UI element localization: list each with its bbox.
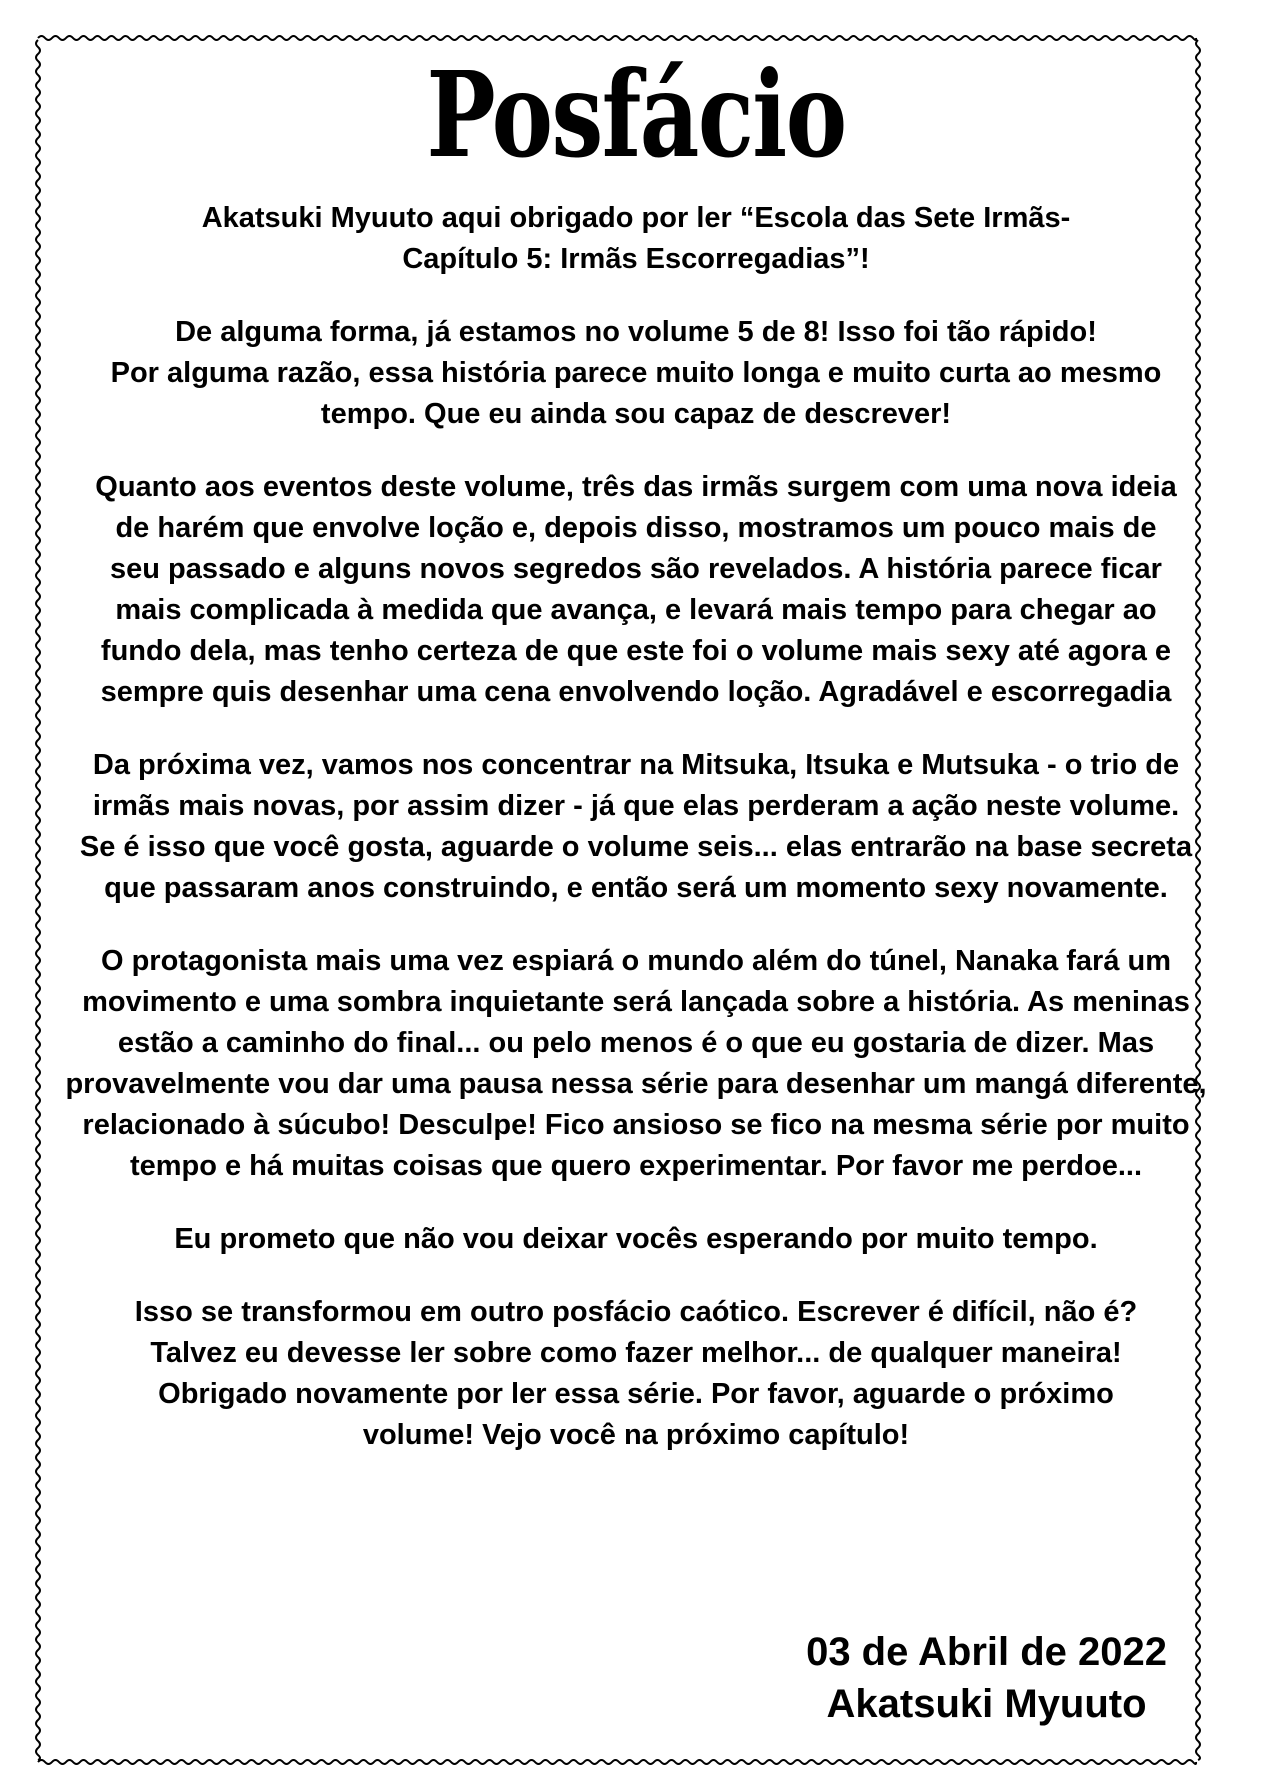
signature-author: Akatsuki Myuuto <box>826 1682 1147 1726</box>
border-bottom <box>38 1760 1196 1764</box>
paragraph-volume-progress: De alguma forma, já estamos no volume 5 de 8! Isso foi tão rápido! Por alguma razão, essa história parece muito longa e muito curta ao mesmo tempo. Que eu ainda sou capaz de descrever! <box>110 316 1162 430</box>
page-title: Posfácio <box>426 45 846 184</box>
paragraph-closing: Isso se transformou em outro posfácio caótico. Escrever é difícil, não é? Talvez eu devesse ler sobre como fazer melhor... de qualquer maneira! Obrigado novamente por ler essa série. Por favor, aguarde o próximo volume! Vejo você na próximo capítulo! <box>134 1296 1138 1451</box>
paragraph-future-plans: O protagonista mais uma vez espiará o mundo além do túnel, Nanaka fará um movimento e uma sombra inquietante será lançada sobre a história. As meninas estão a caminho do final... ou pelo menos é o que eu gostaria de dizer. Mas provavelmente vou dar uma pausa nessa série para desenhar um mangá diferente, relacionado à súcubo! Desculpe! Fico ansioso se fico na mesma série por muito tempo e há muitas coisas que quero experimentar. Por favor me perdoe... <box>65 945 1207 1182</box>
border-left <box>36 40 40 1760</box>
paragraph-next-volume: Da próxima vez, vamos nos concentrar na Mitsuka, Itsuka e Mutsuka - o trio de irmãs mais novas, por assim dizer - já que elas perderam a ação neste volume. Se é isso que você gosta, aguarde o volume seis... elas entrarão na base secreta que passaram anos construindo, e então será um momento sexy novamente. <box>79 749 1193 904</box>
paragraph-volume-events: Quanto aos eventos deste volume, três das irmãs surgem com uma nova ideia de harém que envolve loção e, depois disso, mostramos um pouco mais de seu passado e alguns novos segredos são revelados. A história parece ficar mais complicada à medida que avança, e levará mais tempo para chegar ao fundo dela, mas tenho certeza de que este foi o volume mais sexy até agora e sempre quis desenhar uma cena envolvendo loção. Agradável e escorregadia <box>95 471 1177 708</box>
paragraph-promise: Eu prometo que não vou deixar vocês esperando por muito tempo. <box>174 1223 1098 1255</box>
paragraph-intro: Akatsuki Myuuto aqui obrigado por ler “Escola das Sete Irmãs- Capítulo 5: Irmãs Escorregadias”! <box>201 202 1071 275</box>
border-top <box>38 36 1196 40</box>
signature-block <box>806 1626 1167 1730</box>
signature-date: 03 de Abril de 2022 <box>806 1630 1167 1674</box>
afterword-body <box>50 198 1222 1488</box>
